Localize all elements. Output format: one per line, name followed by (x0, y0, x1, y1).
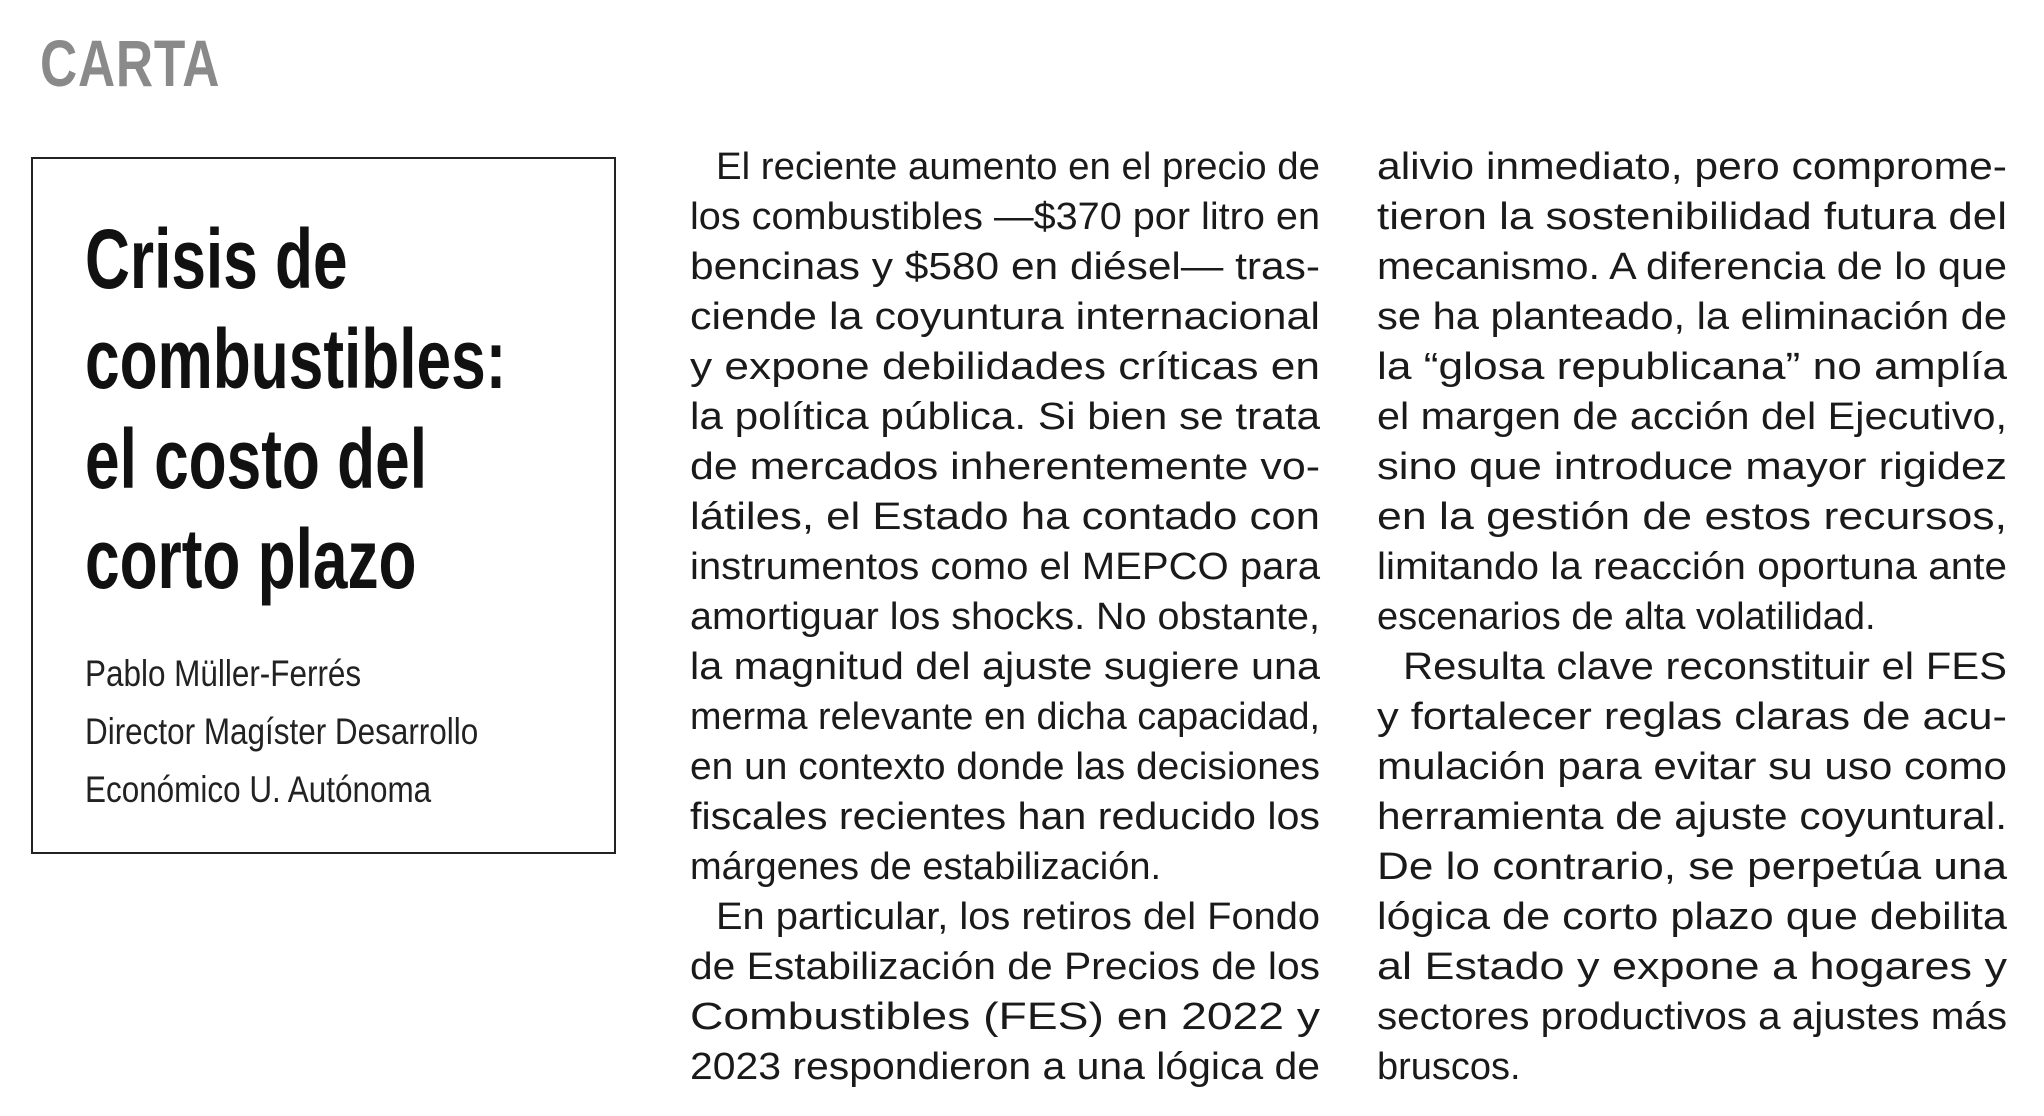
body-line: 2023 respondieron a una lógica de (690, 1046, 1320, 1088)
body-line: El reciente aumento en el precio de (716, 146, 1320, 188)
body-line: En particular, los retiros del Fondo (716, 896, 1320, 938)
body-line: en la gestión de estos recursos, (1377, 496, 2007, 538)
body-line: y fortalecer reglas claras de acu- (1377, 696, 2007, 738)
author-role: Económico U. Autónoma (85, 769, 432, 810)
body-column-1 (690, 142, 1324, 1092)
headline-line: Crisis de (85, 212, 348, 306)
body-line: el margen de acción del Ejecutivo, (1377, 396, 2007, 438)
body-line: la magnitud del ajuste sugiere una (690, 646, 1320, 688)
body-column-2 (1377, 142, 2007, 1092)
body-line: amortiguar los shocks. No obstante, (690, 596, 1320, 638)
body-line: fiscales recientes han reducido los (690, 796, 1320, 838)
body-line: mulación para evitar su uso como (1377, 746, 2007, 788)
author-role: Director Magíster Desarrollo (85, 711, 479, 752)
body-line: en un contexto donde las decisiones (690, 746, 1320, 788)
body-line: limitando la reacción oportuna ante (1377, 546, 2007, 588)
body-line: bruscos. (1377, 1046, 1521, 1088)
body-line: mecanismo. A diferencia de lo que (1377, 246, 2007, 288)
body-line: la “glosa republicana” no amplía (1377, 346, 2007, 388)
body-line: sectores productivos a ajustes más (1377, 996, 2007, 1038)
body-line: al Estado y expone a hogares y (1377, 946, 2007, 988)
headline (85, 209, 618, 609)
body-line: sino que introduce mayor rigidez (1377, 446, 2007, 488)
body-line: látiles, el Estado ha contado con (690, 496, 1320, 538)
body-line: la política pública. Si bien se trata (690, 396, 1320, 438)
headline-box (31, 157, 616, 854)
body-line: escenarios de alta volatilidad. (1377, 596, 1876, 638)
body-line: los combustibles —$370 por litro en (690, 196, 1320, 238)
body-line: ciende la coyuntura internacional (690, 296, 1320, 338)
body-line: y expone debilidades críticas en (690, 346, 1320, 388)
byline (85, 645, 680, 819)
headline-line: el costo del (85, 412, 427, 506)
body-line: tieron la sostenibilidad futura del (1377, 196, 2007, 238)
body-line: Combustibles (FES) en 2022 y (690, 996, 1320, 1038)
body-line: herramienta de ajuste coyuntural. (1377, 796, 2007, 838)
body-line: de mercados inherentemente vo- (690, 446, 1320, 488)
body-line: merma relevante en dicha capacidad, (690, 696, 1320, 738)
body-line: alivio inmediato, pero comprome- (1377, 146, 2007, 188)
headline-line: corto plazo (85, 512, 417, 606)
body-line: de Estabilización de Precios de los (690, 946, 1320, 988)
section-label: CARTA (40, 26, 221, 100)
headline-line: combustibles: (85, 312, 507, 406)
body-line: lógica de corto plazo que debilita (1377, 896, 2007, 938)
body-line: Resulta clave reconstituir el FES (1403, 646, 2007, 688)
body-line: instrumentos como el MEPCO para (690, 546, 1320, 588)
body-line: se ha planteado, la eliminación de (1377, 296, 2007, 338)
body-line: De lo contrario, se perpetúa una (1377, 846, 2007, 888)
author-name: Pablo Müller-Ferrés (85, 653, 362, 694)
body-line: márgenes de estabilización. (690, 846, 1162, 888)
body-line: bencinas y $580 en diésel— tras- (690, 246, 1320, 288)
